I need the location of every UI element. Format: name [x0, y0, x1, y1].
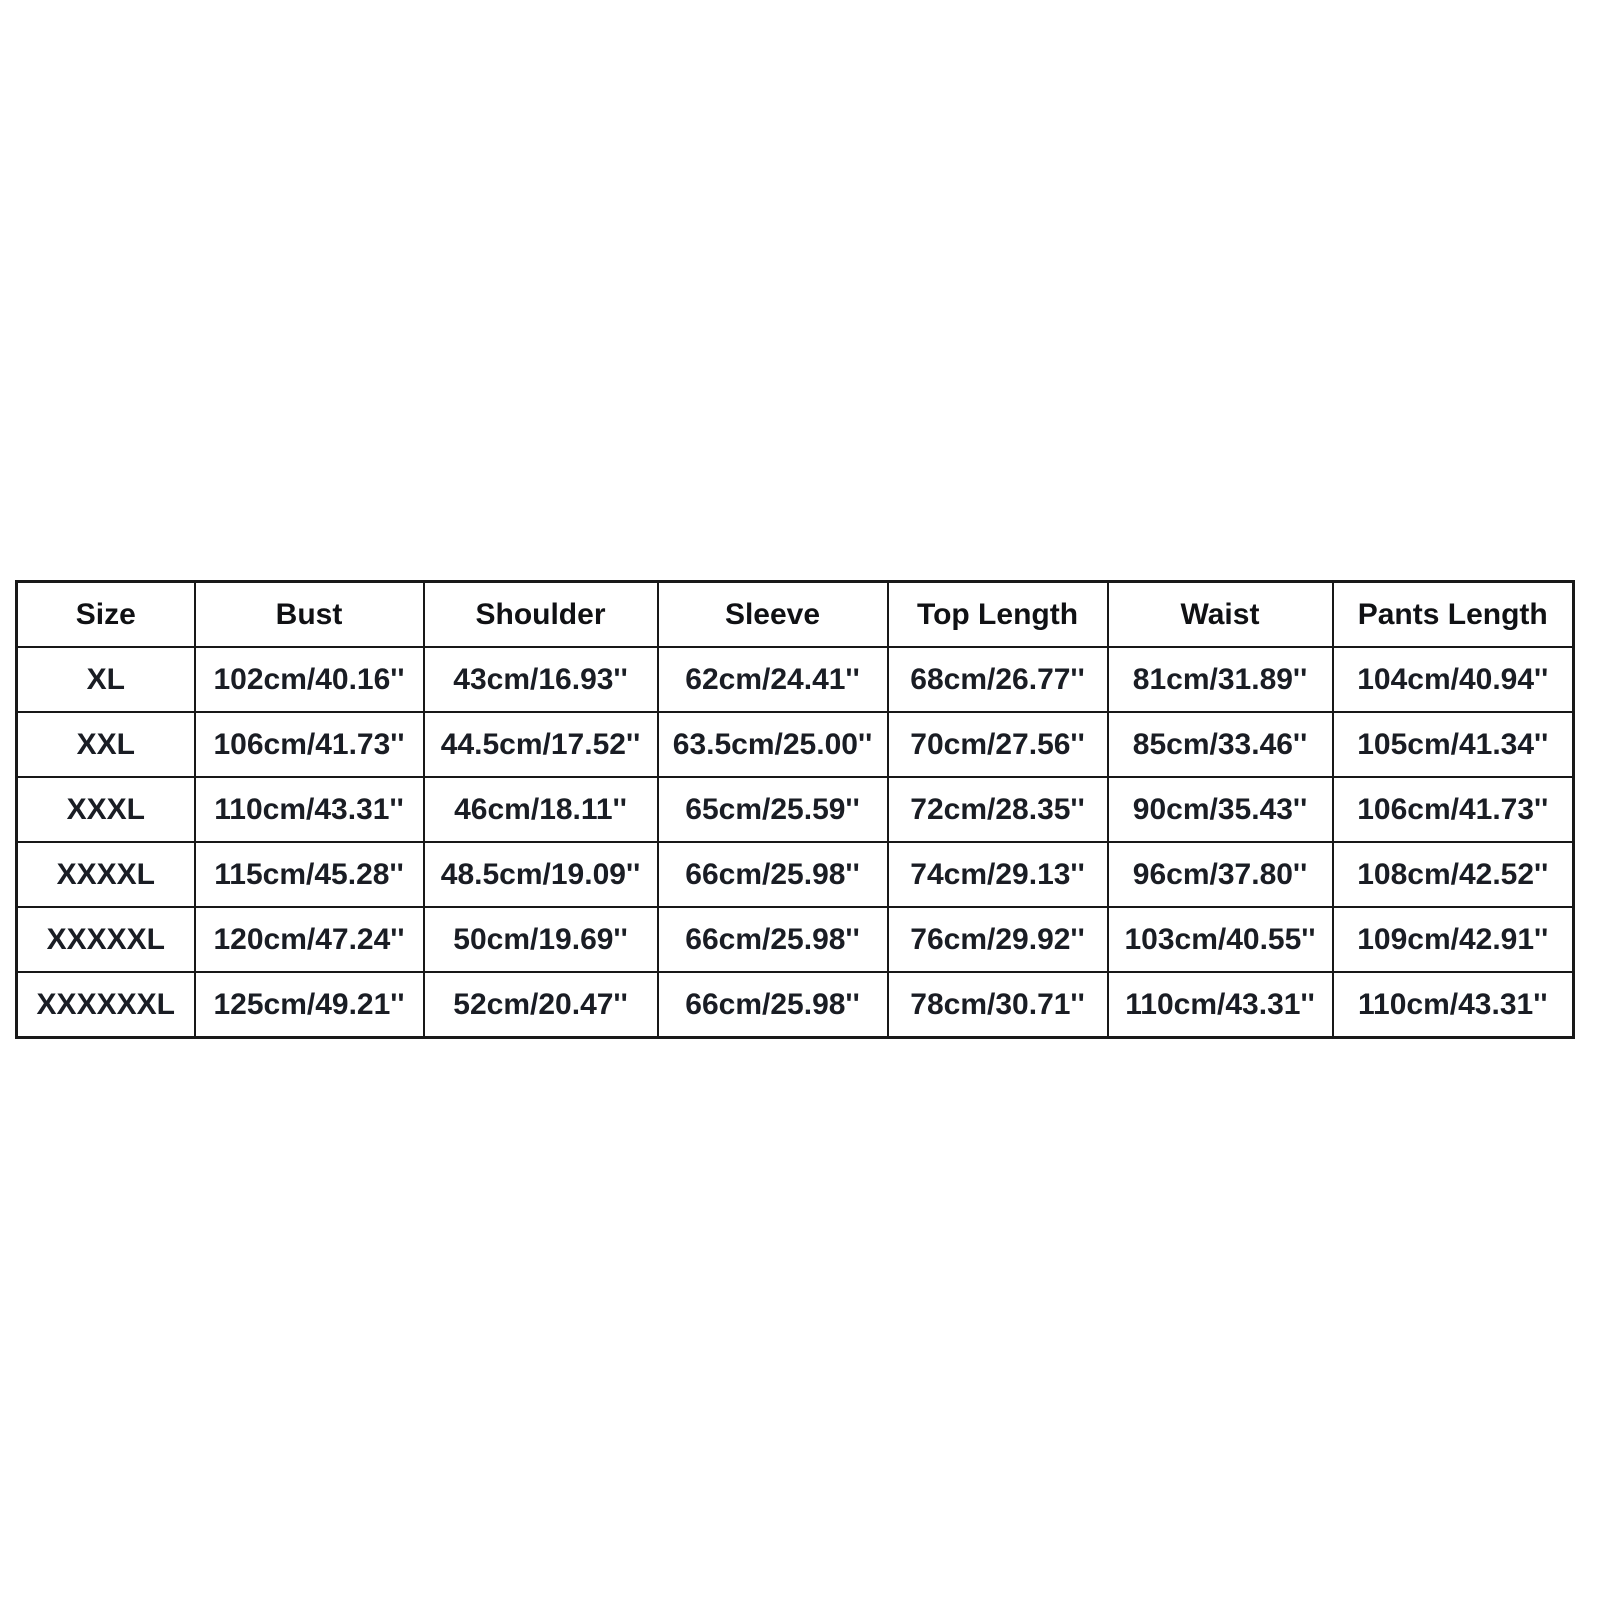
measurement-cell: 109cm/42.91''	[1333, 907, 1574, 972]
measurement-cell: 81cm/31.89''	[1108, 647, 1333, 712]
measurement-cell: 66cm/25.98''	[658, 972, 888, 1038]
measurement-cell: 70cm/27.56''	[888, 712, 1108, 777]
measurement-cell: 115cm/45.28''	[195, 842, 424, 907]
measurement-cell: 63.5cm/25.00''	[658, 712, 888, 777]
column-header-top-length: Top Length	[888, 582, 1108, 648]
measurement-cell: 90cm/35.43''	[1108, 777, 1333, 842]
size-cell: XXXXXL	[17, 907, 195, 972]
measurement-cell: 76cm/29.92''	[888, 907, 1108, 972]
table-row-xxxl	[17, 777, 1574, 842]
measurement-cell: 68cm/26.77''	[888, 647, 1108, 712]
measurement-cell: 66cm/25.98''	[658, 907, 888, 972]
size-cell: XXXXL	[17, 842, 195, 907]
size-cell: XL	[17, 647, 195, 712]
size-chart-table	[15, 580, 1575, 1039]
column-header-size: Size	[17, 582, 195, 648]
measurement-cell: 110cm/43.31''	[1108, 972, 1333, 1038]
measurement-cell: 125cm/49.21''	[195, 972, 424, 1038]
measurement-cell: 66cm/25.98''	[658, 842, 888, 907]
size-cell: XXL	[17, 712, 195, 777]
measurement-cell: 46cm/18.11''	[424, 777, 658, 842]
column-header-sleeve: Sleeve	[658, 582, 888, 648]
column-header-pants-length: Pants Length	[1333, 582, 1574, 648]
measurement-cell: 106cm/41.73''	[1333, 777, 1574, 842]
measurement-cell: 62cm/24.41''	[658, 647, 888, 712]
size-cell: XXXXXXL	[17, 972, 195, 1038]
column-header-shoulder: Shoulder	[424, 582, 658, 648]
measurement-cell: 110cm/43.31''	[195, 777, 424, 842]
measurement-cell: 110cm/43.31''	[1333, 972, 1574, 1038]
measurement-cell: 65cm/25.59''	[658, 777, 888, 842]
measurement-cell: 44.5cm/17.52''	[424, 712, 658, 777]
measurement-cell: 105cm/41.34''	[1333, 712, 1574, 777]
measurement-cell: 74cm/29.13''	[888, 842, 1108, 907]
measurement-cell: 108cm/42.52''	[1333, 842, 1574, 907]
table-row-xxxxxxl	[17, 972, 1574, 1038]
column-header-waist: Waist	[1108, 582, 1333, 648]
measurement-cell: 102cm/40.16''	[195, 647, 424, 712]
column-header-bust: Bust	[195, 582, 424, 648]
measurement-cell: 72cm/28.35''	[888, 777, 1108, 842]
table-body	[17, 647, 1574, 1038]
table-row-xxxxxl	[17, 907, 1574, 972]
table-row-xxl	[17, 712, 1574, 777]
header-row	[17, 582, 1574, 648]
measurement-cell: 78cm/30.71''	[888, 972, 1108, 1038]
measurement-cell: 85cm/33.46''	[1108, 712, 1333, 777]
measurement-cell: 48.5cm/19.09''	[424, 842, 658, 907]
table-row-xl	[17, 647, 1574, 712]
measurement-cell: 96cm/37.80''	[1108, 842, 1333, 907]
measurement-cell: 120cm/47.24''	[195, 907, 424, 972]
size-cell: XXXL	[17, 777, 195, 842]
measurement-cell: 52cm/20.47''	[424, 972, 658, 1038]
measurement-cell: 106cm/41.73''	[195, 712, 424, 777]
measurement-cell: 104cm/40.94''	[1333, 647, 1574, 712]
measurement-cell: 103cm/40.55''	[1108, 907, 1333, 972]
measurement-cell: 43cm/16.93''	[424, 647, 658, 712]
table-row-xxxxl	[17, 842, 1574, 907]
measurement-cell: 50cm/19.69''	[424, 907, 658, 972]
